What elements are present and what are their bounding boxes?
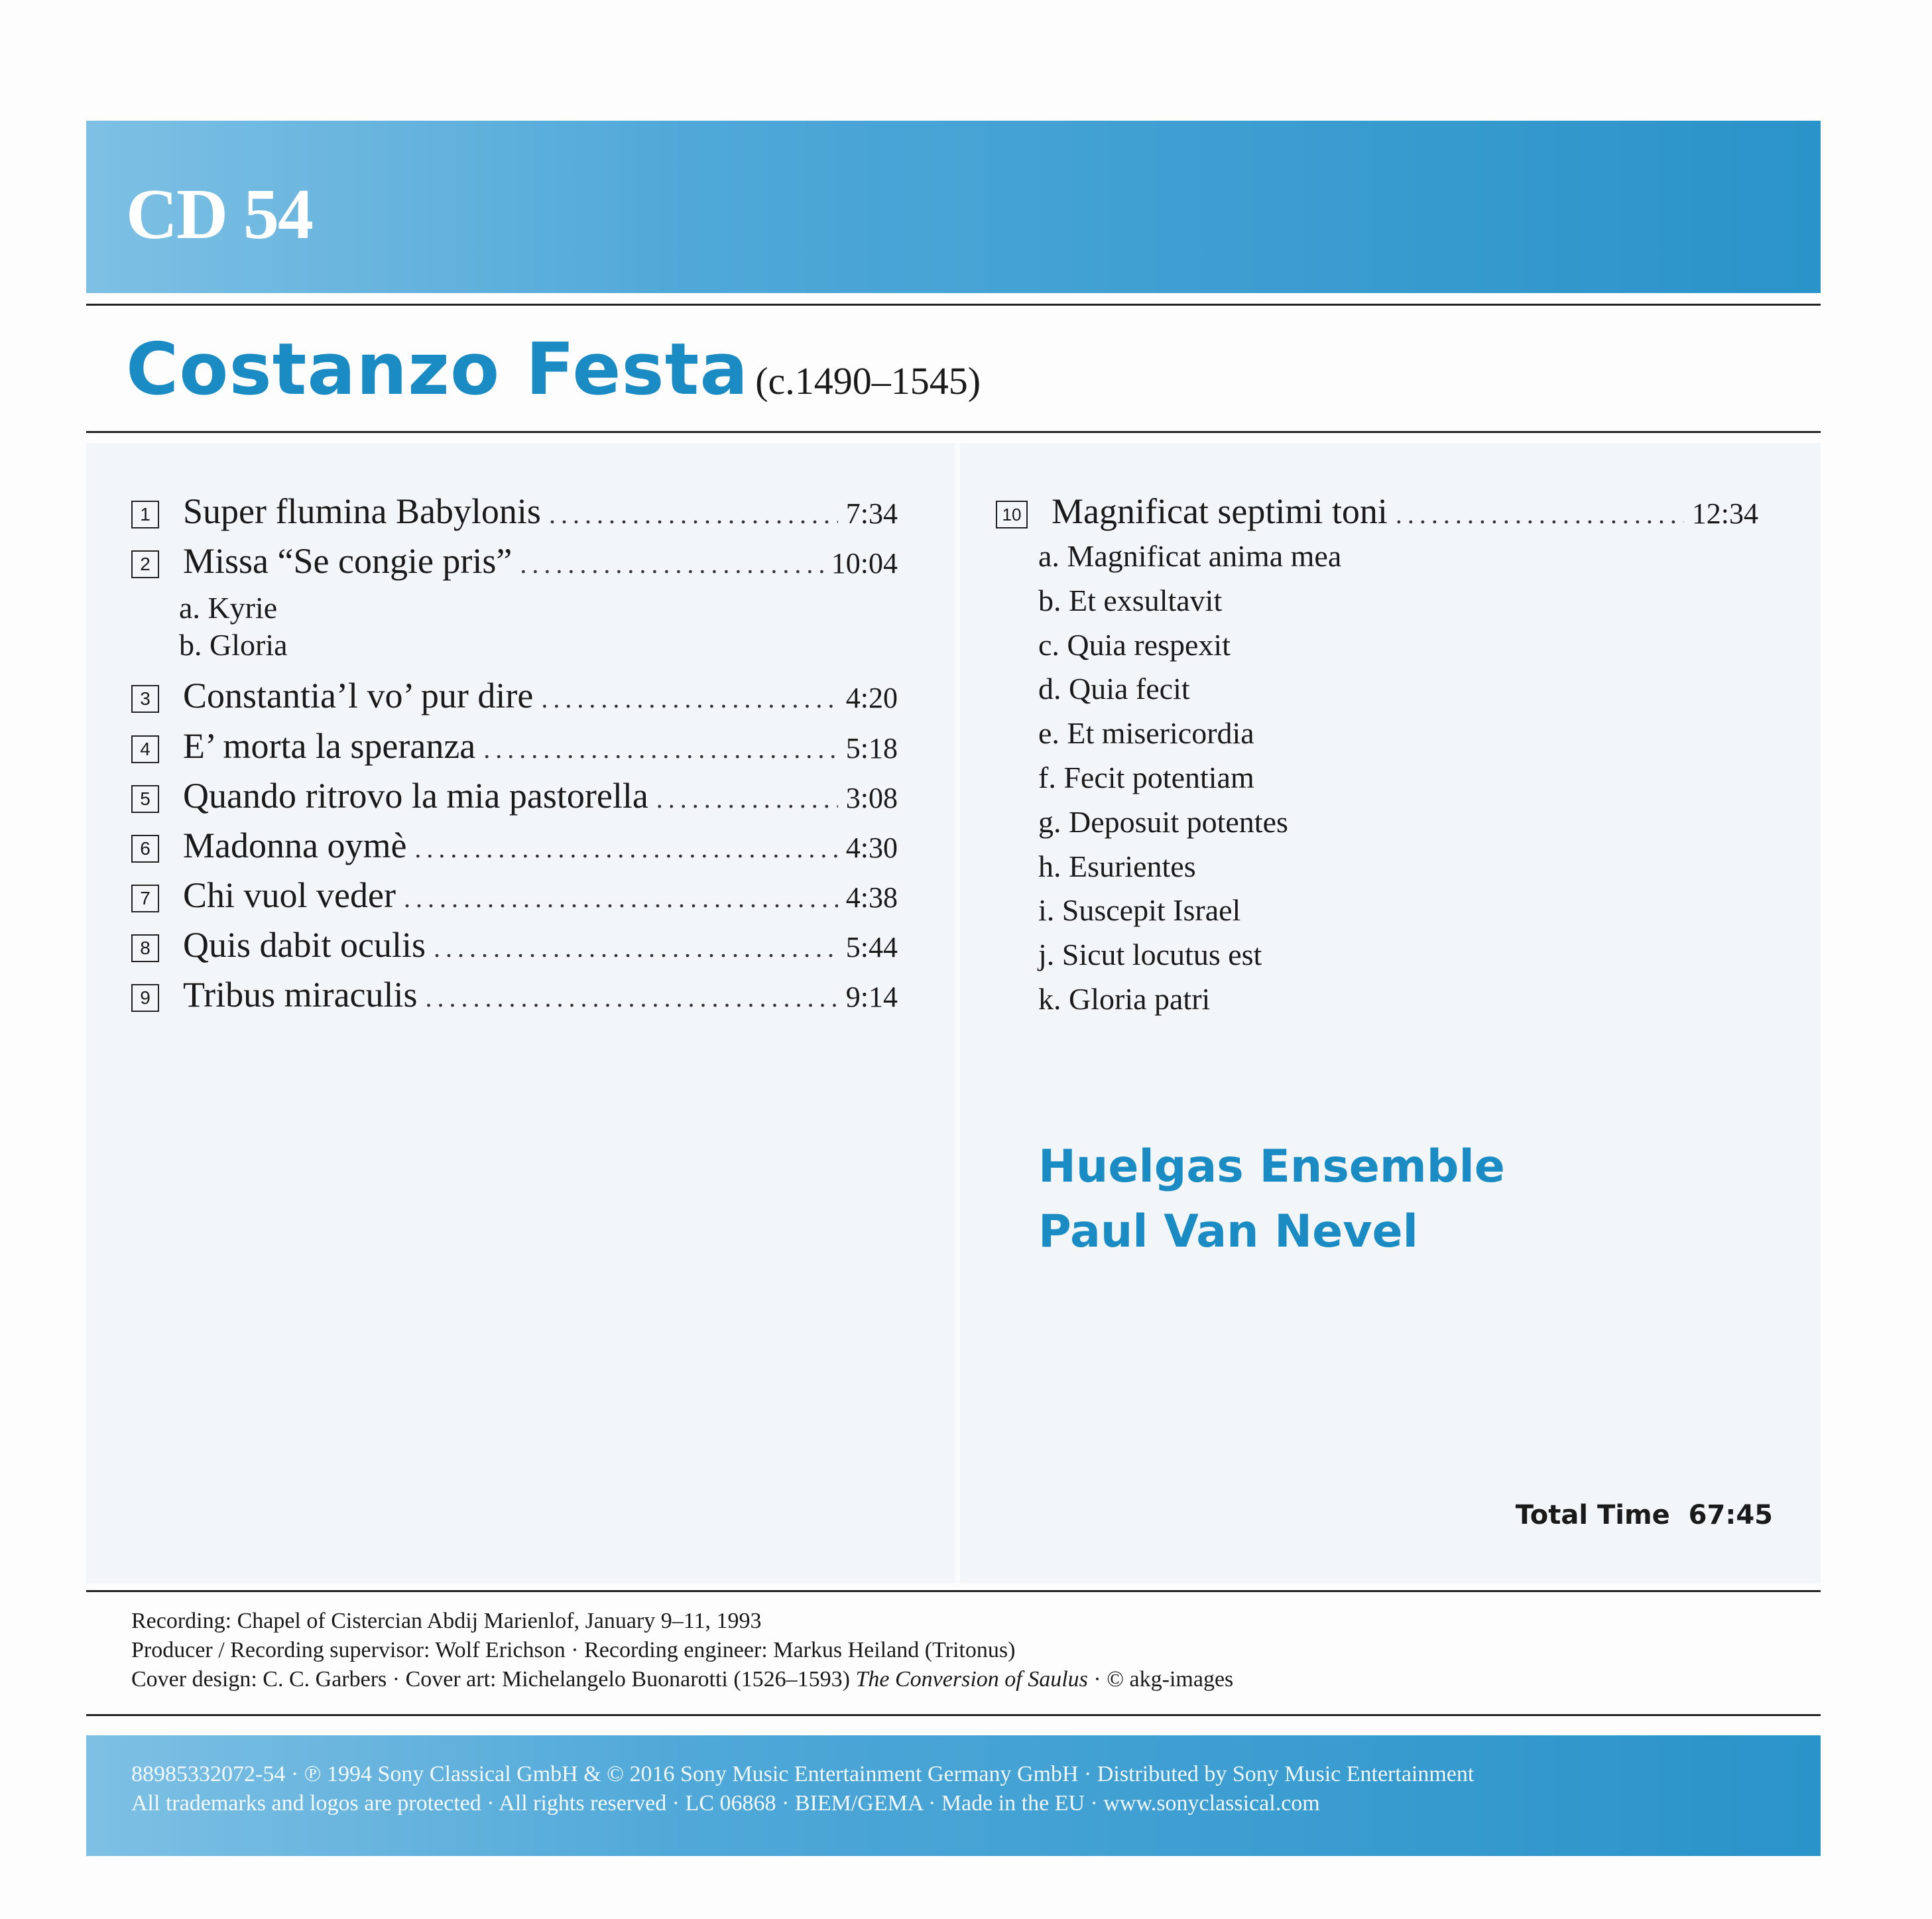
divider-top bbox=[86, 304, 1821, 306]
track-title: Quando ritrovo la mia pastorella bbox=[183, 776, 648, 816]
movement-item: i. Suscepit Israel bbox=[1038, 893, 1241, 927]
track-title: Quis dabit oculis bbox=[183, 925, 426, 965]
track-duration: 5:18 bbox=[845, 732, 898, 765]
movement-item: b. Et exsultavit bbox=[1038, 584, 1223, 617]
footer-legal: All trademarks and logos are protected · All rights reserved · LC 06868 · BIEM/GEMA · Made in the EU · www.sonyclassical.com bbox=[131, 1791, 1320, 1816]
divider-title bbox=[86, 431, 1821, 433]
total-time bbox=[1516, 1500, 1773, 1530]
track-duration: 3:08 bbox=[845, 782, 898, 814]
track-row bbox=[131, 775, 898, 816]
composer-dates: (c.1490–1545) bbox=[755, 359, 981, 402]
track-number: 6 bbox=[131, 835, 159, 863]
header-band bbox=[86, 121, 1821, 293]
leader-dots bbox=[656, 783, 838, 814]
composer-name: Costanzo Festa bbox=[126, 328, 749, 411]
track-title: Magnificat septimi toni bbox=[1052, 491, 1388, 531]
leader-dots bbox=[483, 733, 838, 765]
leader-dots bbox=[1396, 499, 1684, 530]
track-title: Chi vuol veder bbox=[183, 875, 396, 915]
total-time-value: 67:45 bbox=[1688, 1500, 1773, 1530]
performer-conductor: Paul Van Nevel bbox=[1038, 1206, 1418, 1258]
artwork-title: The Conversion of Saulus bbox=[855, 1667, 1088, 1692]
divider-credits bbox=[86, 1590, 1821, 1592]
credit-recording: Recording: Chapel of Cistercian Abdij Marienlof, January 9–11, 1993 bbox=[131, 1609, 762, 1633]
track-number: 1 bbox=[131, 501, 159, 528]
track-row bbox=[131, 491, 898, 532]
track-row bbox=[131, 924, 898, 965]
movement-item: e. Et misericordia bbox=[1038, 716, 1254, 750]
leader-dots bbox=[541, 683, 837, 714]
track-duration: 4:38 bbox=[845, 881, 898, 914]
total-time-label: Total Time bbox=[1515, 1500, 1670, 1530]
track-number: 4 bbox=[131, 735, 159, 763]
track-duration: 7:34 bbox=[845, 497, 898, 530]
track-title: Tribus miraculis bbox=[183, 975, 418, 1015]
performer-ensemble: Huelgas Ensemble bbox=[1038, 1141, 1505, 1193]
movement-item: d. Quia fecit bbox=[1038, 672, 1190, 706]
track-duration: 12:34 bbox=[1691, 497, 1758, 530]
movement-item: g. Deposuit potentes bbox=[1038, 805, 1288, 839]
movement-item: a. Kyrie bbox=[179, 591, 278, 625]
leader-dots bbox=[520, 548, 823, 580]
track-duration: 10:04 bbox=[831, 547, 898, 580]
track-duration: 9:14 bbox=[845, 981, 898, 1013]
footer-copyright: 88985332072-54 · ℗ 1994 Sony Classical GmbH & © 2016 Sony Music Entertainment Germany GmbH · Distributed by Sony Music Entertainment bbox=[131, 1762, 1475, 1786]
movement-item: f. Fecit potentiam bbox=[1038, 761, 1254, 794]
track-row bbox=[996, 491, 1758, 532]
track-title: Madonna oymè bbox=[183, 826, 407, 865]
track-row bbox=[131, 540, 898, 582]
credit-copyright: · © akg-images bbox=[1087, 1667, 1234, 1692]
track-row bbox=[131, 725, 898, 767]
composer-heading bbox=[126, 328, 981, 411]
track-number: 3 bbox=[131, 685, 159, 713]
divider-footer bbox=[86, 1714, 1821, 1716]
track-title: E’ morta la speranza bbox=[183, 726, 476, 766]
footer-band bbox=[86, 1735, 1821, 1856]
track-title: Super flumina Babylonis bbox=[183, 491, 541, 531]
credit-cover bbox=[131, 1667, 1233, 1692]
leader-dots bbox=[414, 833, 837, 864]
track-number: 8 bbox=[131, 934, 159, 962]
track-number: 5 bbox=[131, 785, 159, 813]
track-row bbox=[131, 974, 898, 1015]
track-duration: 5:44 bbox=[845, 931, 898, 963]
track-number: 7 bbox=[131, 885, 159, 912]
track-title: Missa “Se congie pris” bbox=[183, 541, 513, 581]
track-duration: 4:20 bbox=[845, 682, 898, 714]
track-number: 2 bbox=[131, 550, 159, 578]
track-row bbox=[131, 875, 898, 916]
cd-number: CD 54 bbox=[126, 175, 312, 254]
credit-cover-text: Cover design: C. C. Garbers · Cover art: Michelangelo Buonarotti (1526–1593) bbox=[131, 1667, 856, 1692]
movement-item: a. Magnificat anima mea bbox=[1038, 539, 1342, 573]
credit-producer: Producer / Recording supervisor: Wolf Erichson · Recording engineer: Markus Heiland (Tritonus) bbox=[131, 1638, 1016, 1662]
track-duration: 4:30 bbox=[845, 832, 898, 864]
leader-dots bbox=[434, 932, 838, 963]
movement-item: h. Esurientes bbox=[1038, 849, 1196, 883]
track-row bbox=[131, 675, 898, 716]
leader-dots bbox=[549, 499, 838, 530]
movement-item: j. Sicut locutus est bbox=[1038, 938, 1262, 971]
movement-item: c. Quia respexit bbox=[1038, 628, 1231, 662]
movement-item: b. Gloria bbox=[179, 628, 288, 662]
track-title: Constantia’l vo’ pur dire bbox=[183, 676, 534, 715]
movement-item: k. Gloria patri bbox=[1038, 982, 1211, 1016]
leader-dots bbox=[404, 883, 838, 914]
leader-dots bbox=[426, 982, 838, 1013]
track-number: 10 bbox=[996, 501, 1028, 528]
column-divider bbox=[955, 443, 960, 1583]
track-number: 9 bbox=[131, 984, 159, 1012]
track-row bbox=[131, 825, 898, 866]
